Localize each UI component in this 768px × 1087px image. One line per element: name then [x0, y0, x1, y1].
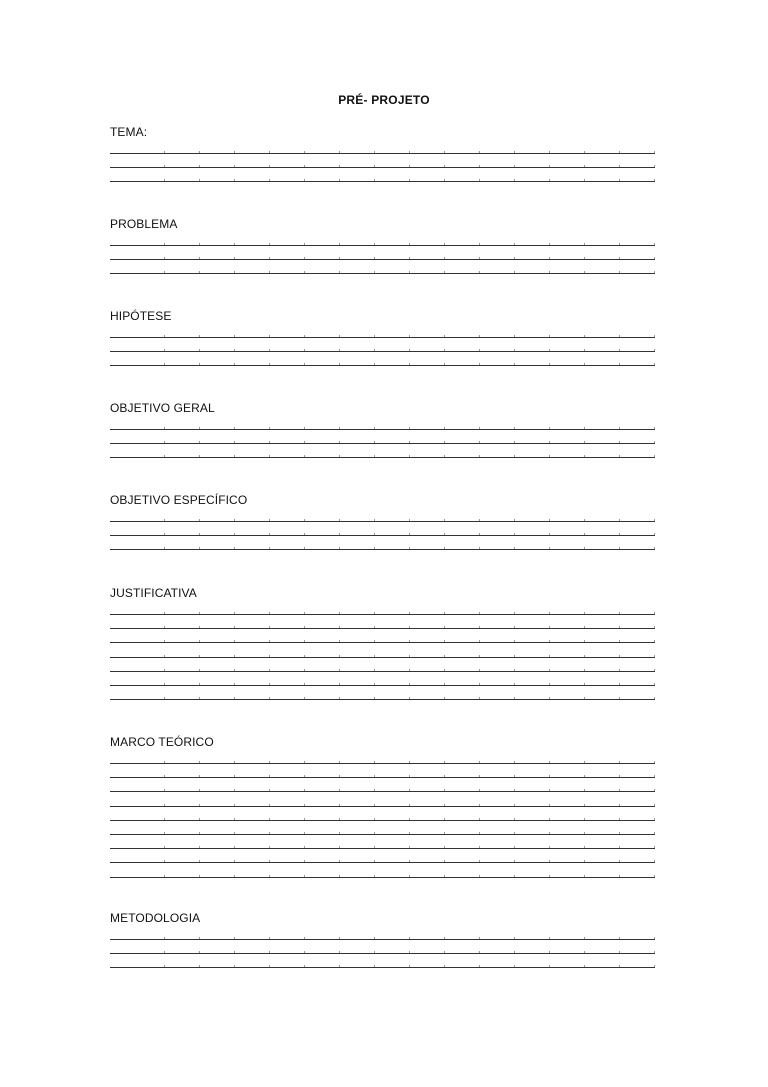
- writing-line[interactable]: [110, 365, 655, 366]
- writing-line[interactable]: [110, 337, 655, 338]
- writing-line[interactable]: [110, 967, 655, 968]
- writing-line[interactable]: [110, 699, 655, 700]
- writing-line[interactable]: [110, 628, 655, 629]
- writing-line[interactable]: [110, 953, 655, 954]
- writing-line[interactable]: [110, 259, 655, 260]
- writing-line[interactable]: [110, 521, 655, 522]
- writing-line[interactable]: [110, 777, 655, 778]
- writing-line[interactable]: [110, 806, 655, 807]
- writing-line[interactable]: [110, 848, 655, 849]
- section-label-marco-teorico: MARCO TEÓRICO: [110, 735, 214, 749]
- writing-line[interactable]: [110, 245, 655, 246]
- writing-line[interactable]: [110, 877, 655, 878]
- section-label-hipotese: HIPÓTESE: [110, 309, 172, 323]
- writing-line[interactable]: [110, 614, 655, 615]
- section-hipotese: [110, 308, 655, 324]
- writing-line[interactable]: [110, 862, 655, 863]
- writing-line[interactable]: [110, 429, 655, 430]
- section-tema: [110, 124, 655, 140]
- writing-line[interactable]: [110, 642, 655, 643]
- section-label-problema: PROBLEMA: [110, 217, 178, 231]
- writing-line[interactable]: [110, 549, 655, 550]
- section-objetivo-especifico: [110, 492, 655, 508]
- writing-line[interactable]: [110, 657, 655, 658]
- section-label-objetivo-especifico: OBJETIVO ESPECÍFICO: [110, 493, 248, 507]
- writing-line[interactable]: [110, 820, 655, 821]
- writing-line[interactable]: [110, 535, 655, 536]
- section-label-justificativa: JUSTIFICATIVA: [110, 586, 197, 600]
- writing-line[interactable]: [110, 939, 655, 940]
- section-marco-teorico: [110, 734, 655, 750]
- section-label-objetivo-geral: OBJETIVO GERAL: [110, 401, 215, 415]
- writing-line[interactable]: [110, 671, 655, 672]
- writing-line[interactable]: [110, 763, 655, 764]
- writing-line[interactable]: [110, 273, 655, 274]
- section-problema: [110, 216, 655, 232]
- writing-line[interactable]: [110, 443, 655, 444]
- writing-line[interactable]: [110, 791, 655, 792]
- writing-line[interactable]: [110, 153, 655, 154]
- writing-line[interactable]: [110, 834, 655, 835]
- section-justificativa: [110, 585, 655, 601]
- writing-line[interactable]: [110, 351, 655, 352]
- document-title: PRÉ- PROJETO: [338, 93, 430, 107]
- writing-line[interactable]: [110, 685, 655, 686]
- section-metodologia: [110, 910, 655, 926]
- section-objetivo-geral: [110, 400, 655, 416]
- writing-line[interactable]: [110, 181, 655, 182]
- writing-line[interactable]: [110, 167, 655, 168]
- writing-line[interactable]: [110, 457, 655, 458]
- section-label-tema: TEMA:: [110, 125, 148, 139]
- section-label-metodologia: METODOLOGIA: [110, 911, 201, 925]
